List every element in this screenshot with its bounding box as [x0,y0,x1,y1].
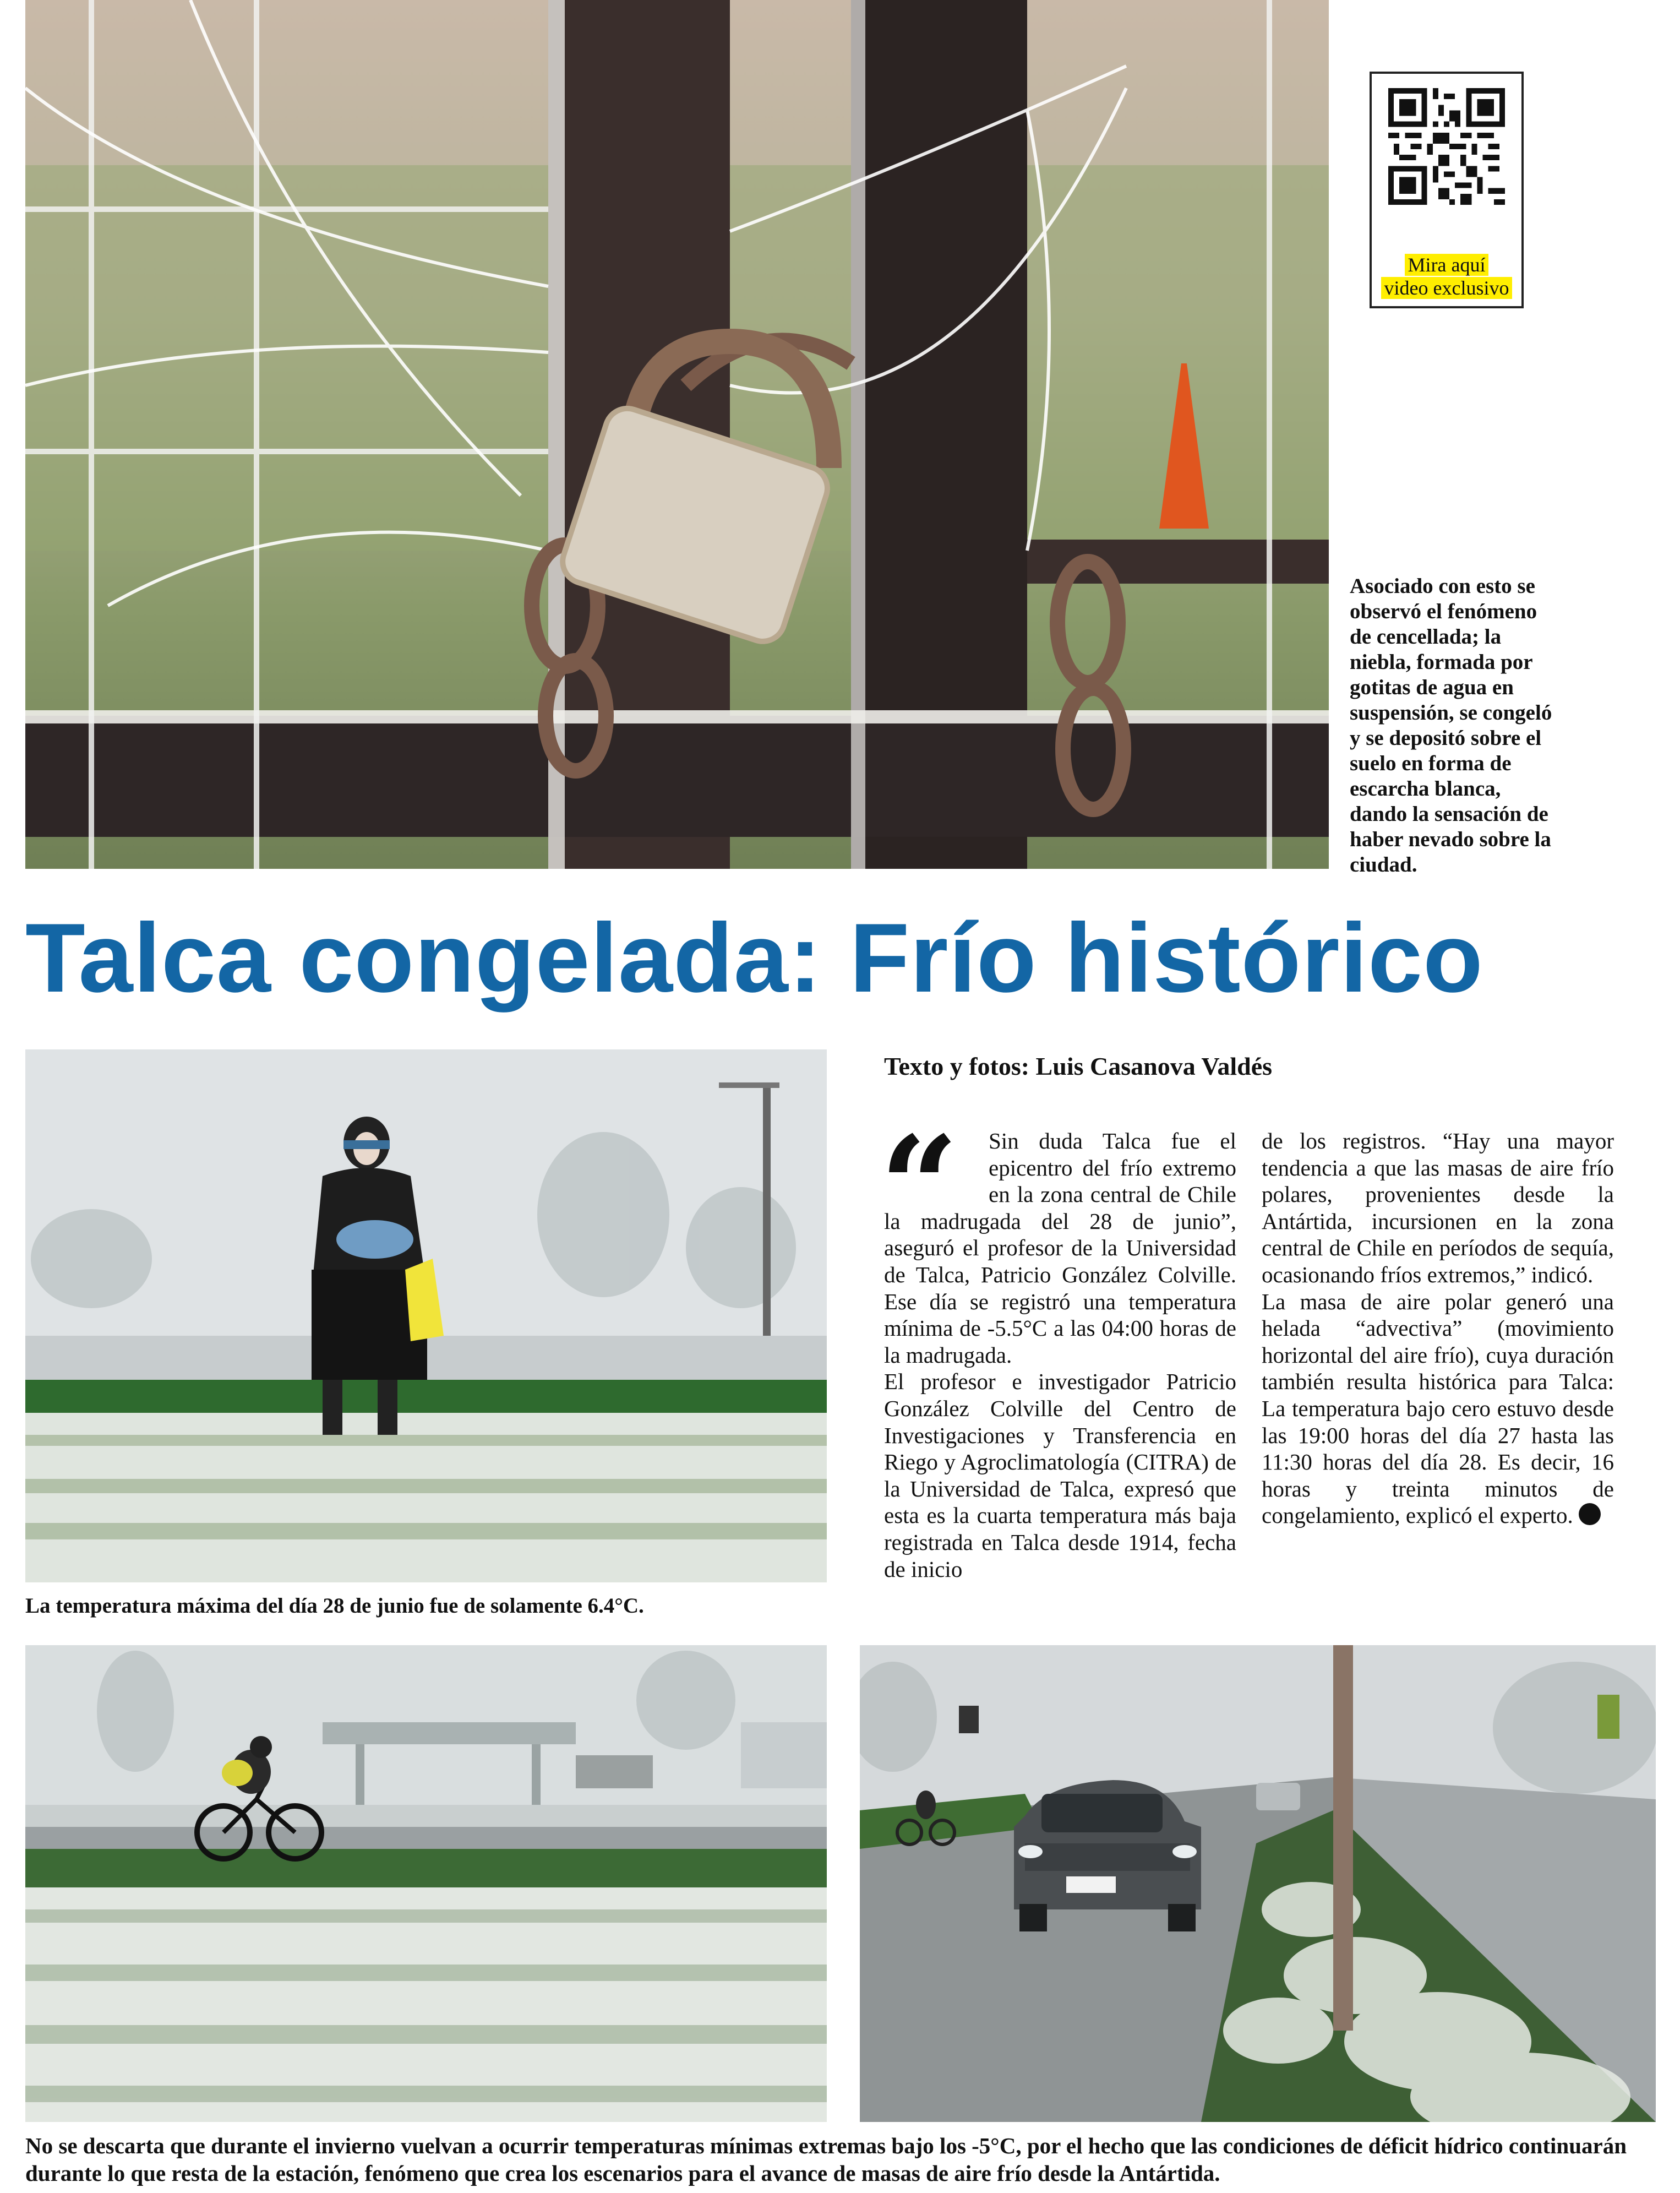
article-paragraph: de los registros. “Hay una mayor tendencia a que las masas de aire frío polares, provenientes desde la Antártida, incursionen en la zona central de Chile en períodos de sequía, ocasionando fríos extremos,” indicó. [1262,1128,1614,1287]
quote-icon: “ [880,1106,959,1267]
cyclist-fog-photo [25,1645,827,2122]
frozen-padlock-photo [25,0,1329,869]
byline: Texto y fotos: Luis Casanova Valdés [884,1052,1273,1080]
top-photo-caption: Asociado con esto se observó el fenómeno de cencellada; la niebla, formada por gotitas de agua en suspensión, se congeló y se depositó sobre el suelo en forma de escarcha blanca, dando la sensación de haber nevado sobre la ciudad. [1350,574,1552,877]
article-paragraph [1262,1288,1614,1529]
article-paragraph: El profesor e investigador Patricio González Colville del Centro de Investigaciones y Transferencia en Riego y Agroclimatología (CITRA) de la Universidad de Talca, expresó que esta es la cuarta temperatura más baja registrada en Talca desde 1914, fecha de inicio [884,1369,1236,1582]
article-column-1 [884,1128,1236,1582]
article-paragraph: Sin duda Talca fue el epicentro del frío extremo en la zona central de Chile la madrugada del 28 de junio”, aseguró el profesor de la Universidad de Talca, Patricio González Colville. Ese día se registró una temperatura mínima de -5.5°C a las 04:00 horas de la madrugada. [884,1128,1236,1368]
qr-label-line2: video exclusivo [1381,277,1513,299]
car-avenue-photo [860,1645,1656,2122]
qr-code-box[interactable] [1370,72,1524,308]
qr-label-line1: Mira aquí [1405,254,1489,276]
qr-label[interactable] [1372,253,1521,300]
page-title: Talca congelada: Frío histórico [25,903,1483,1013]
article-paragraph-text: La masa de aire polar generó una helada “advectiva” (movimiento horizontal del aire frío), cuya duración también resulta histórica para Talca: La temperatura bajo cero estuvo desde las 19:00 horas del día 27 hasta las 11:30 horas del día 28. Es decir, 16 horas y treinta minutos de congelamiento, explicó el experto. [1262,1288,1614,1528]
bottom-caption: No se descarta que durante el invierno vuelvan a ocurrir temperaturas mínimas extremas bajo los -5°C, por el hecho que las condiciones de déficit hídrico continuarán durante lo que resta de la estación, fenómeno que crea los escenarios para el avance de masas de aire frío desde la Antártida. [25,2133,1627,2186]
pedestrian-fog-photo [25,1049,827,1582]
photo1-caption: La temperatura máxima del día 28 de junio fue de solamente 6.4°C. [25,1594,644,1618]
end-mark-icon [1579,1503,1601,1525]
article-column-2 [1262,1128,1614,1529]
quote-space [884,1128,989,1204]
qr-code-icon[interactable] [1388,88,1505,205]
